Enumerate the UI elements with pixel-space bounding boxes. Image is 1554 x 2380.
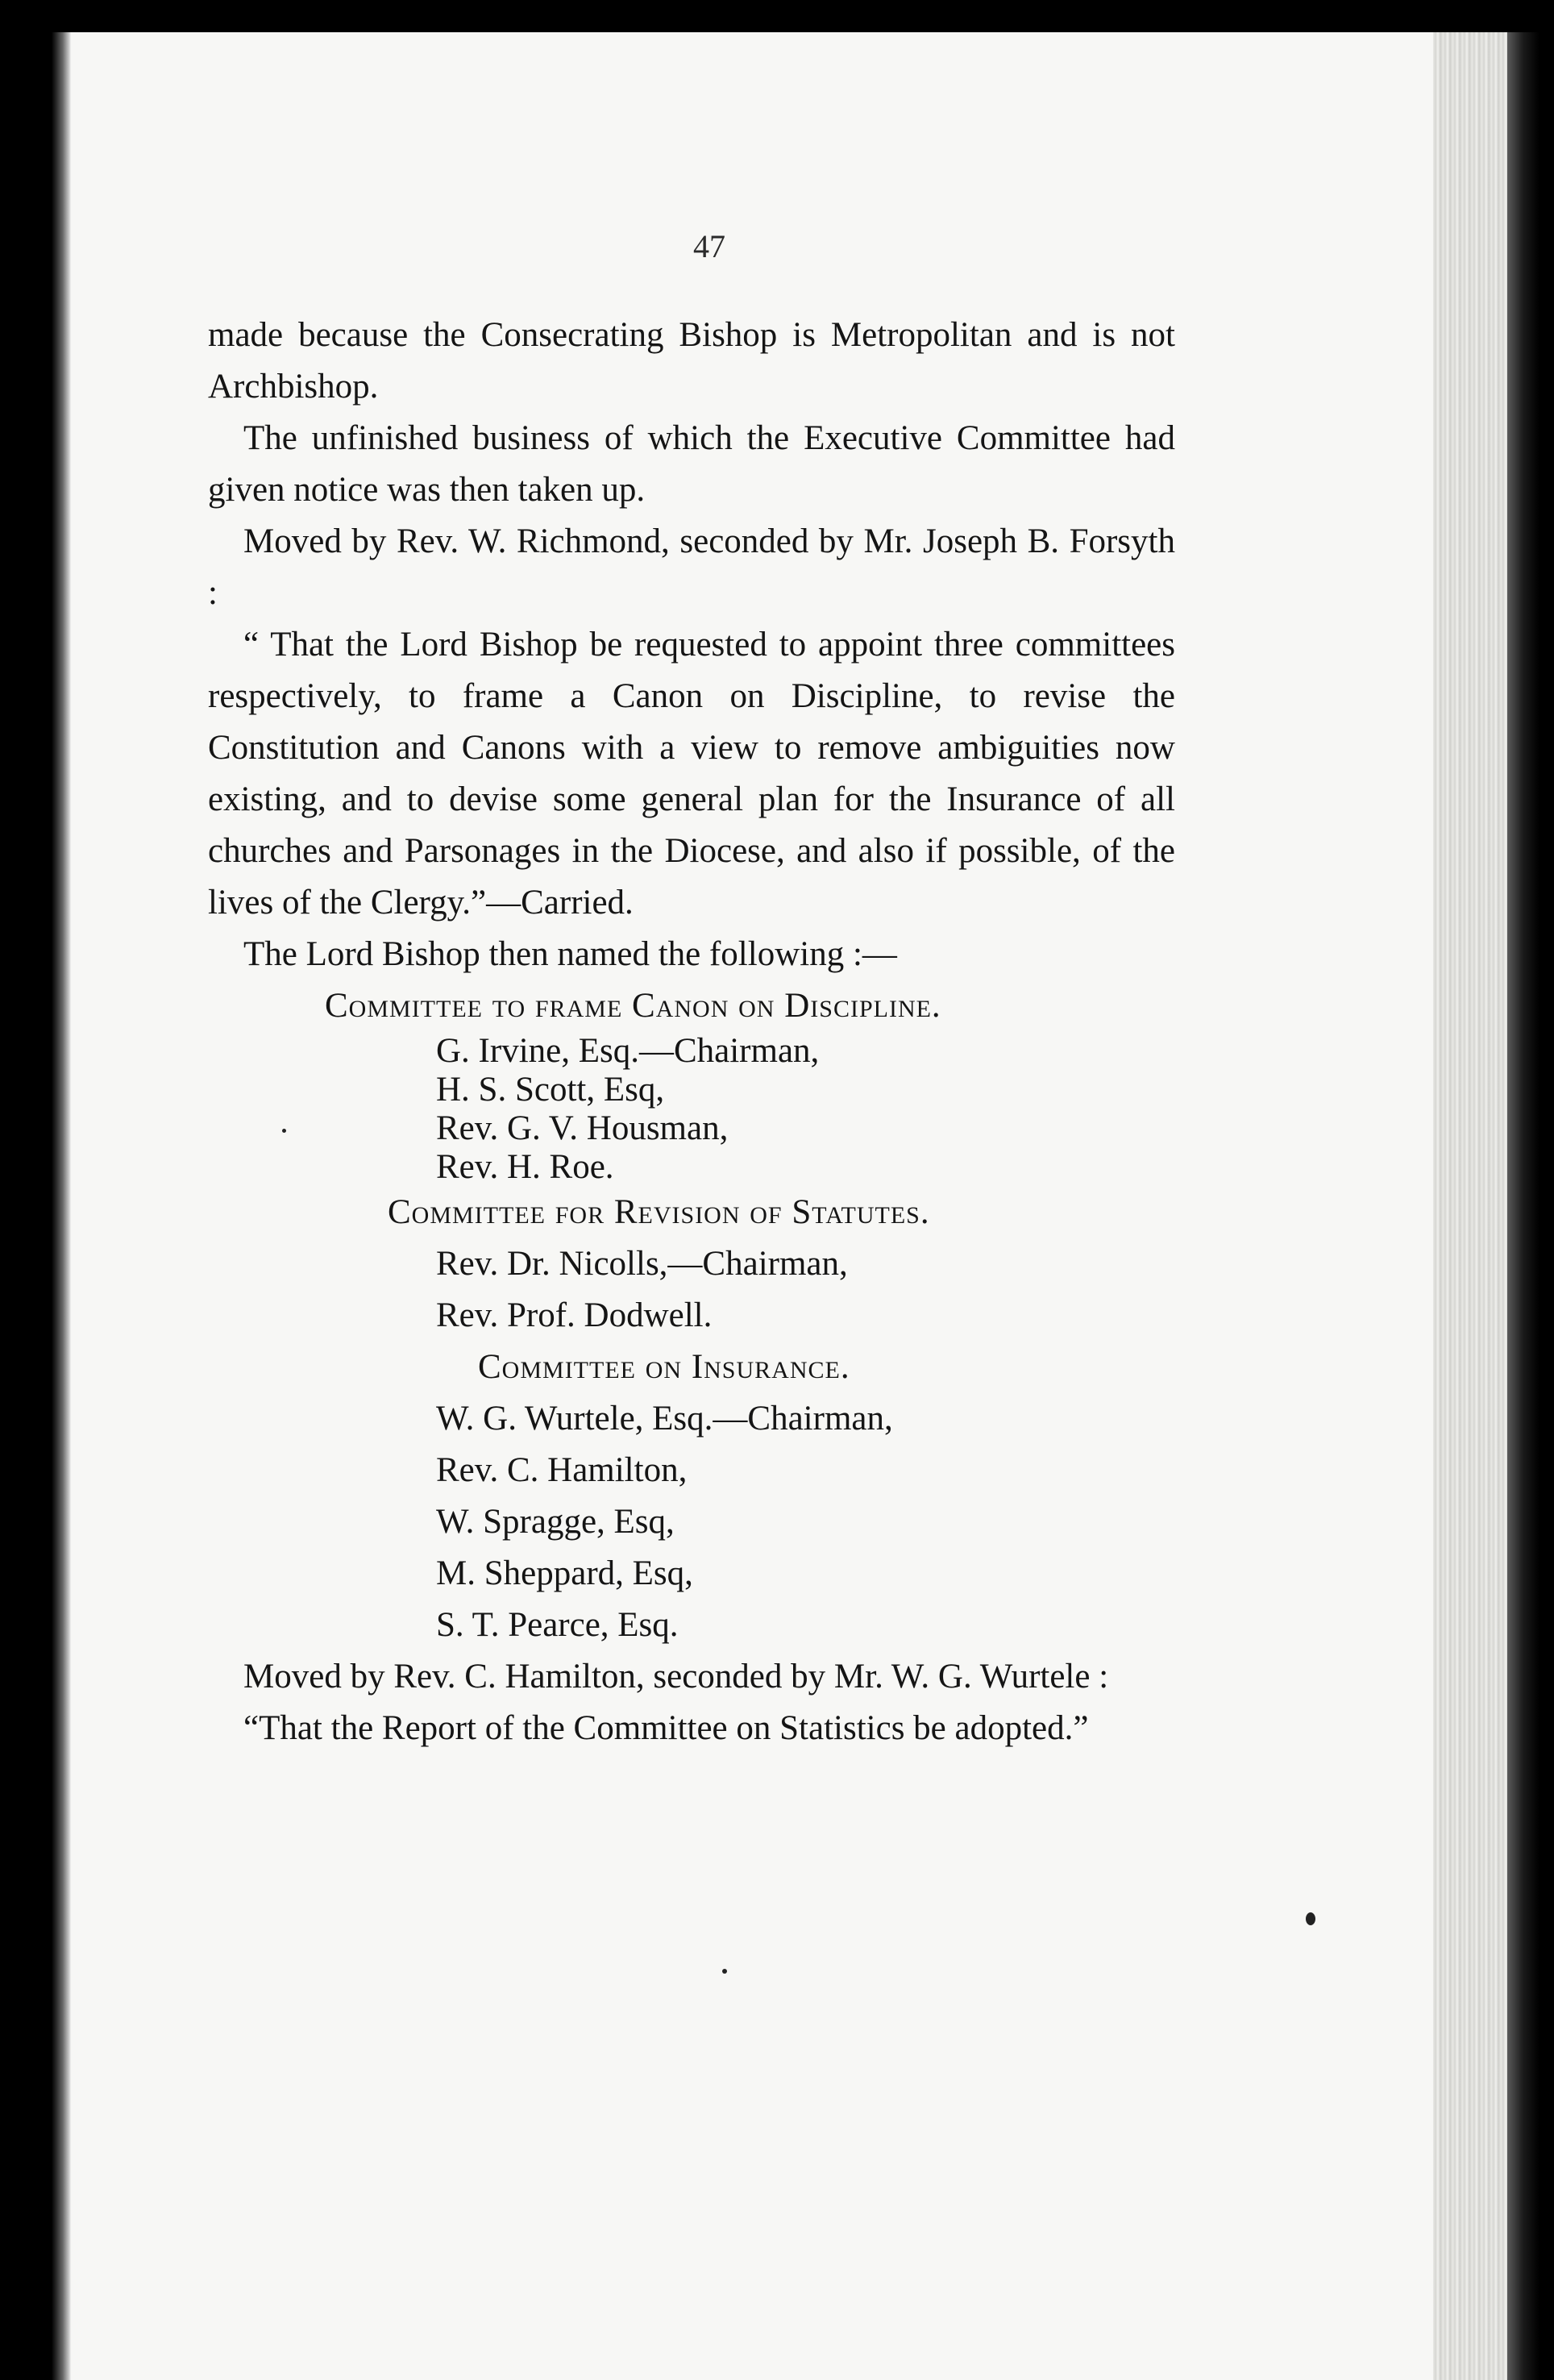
paragraph-motion-hamilton: Moved by Rev. C. Hamilton, seconded by Mr. W. G. Wurtele : bbox=[243, 1658, 1109, 1696]
page-stack-edge bbox=[1433, 32, 1507, 2380]
paragraph-resolution-statistics: “That the Report of the Committee on Statistics be adopted.” bbox=[243, 1709, 1089, 1747]
paragraph-continuation: made because the Consecrating Bishop is Metropolitan and is not Archbishop. bbox=[208, 316, 1175, 406]
committee-member: Rev. Dr. Nicolls,—Chairman, bbox=[436, 1245, 848, 1283]
committee-member: Rev. Prof. Dodwell. bbox=[436, 1296, 713, 1334]
book-binding-shadow bbox=[0, 32, 71, 2380]
committee-members-insurance bbox=[208, 1393, 1175, 1651]
committee-member: Rev. H. Roe. bbox=[436, 1148, 614, 1186]
paragraph-unfinished-business: The unfinished business of which the Executive Committee had given notice was then taken up. bbox=[208, 419, 1175, 509]
committee-member: W. Spragge, Esq, bbox=[436, 1503, 675, 1541]
committee-member: H. S. Scott, Esq, bbox=[436, 1071, 665, 1109]
committee-heading-statutes: Committee for Revision of Statutes. bbox=[388, 1193, 930, 1231]
ink-speck bbox=[722, 1969, 727, 1974]
committee-member: S. T. Pearce, Esq. bbox=[436, 1606, 679, 1644]
scan-right-border bbox=[1507, 32, 1554, 2380]
committee-member: Rev. C. Hamilton, bbox=[436, 1451, 688, 1489]
committee-heading-insurance: Committee on Insurance. bbox=[478, 1348, 850, 1386]
committee-member: G. Irvine, Esq.—Chairman, bbox=[436, 1032, 820, 1070]
paragraph-resolution-committees: “ That the Lord Bishop be requested to appoint three committees respectively, to frame a Canon on Discipline, to revise the Constitution and Canons with a view to remove ambiguities now existing, and to devise some general plan for the Insurance of all churches and Parsonages in the Diocese, and also if possible, of the lives of the Clergy.”—Carried. bbox=[208, 626, 1175, 922]
paragraph-bishop-named: The Lord Bishop then named the following :— bbox=[243, 935, 897, 973]
committee-members-discipline bbox=[208, 1032, 1175, 1187]
committee-heading-discipline: Committee to frame Canon on Discipline. bbox=[325, 987, 941, 1025]
scan-top-border bbox=[0, 0, 1554, 32]
paragraph-motion-richmond: Moved by Rev. W. Richmond, seconded by Mr. Joseph B. Forsyth : bbox=[208, 522, 1175, 612]
page-text bbox=[208, 226, 1175, 1754]
committee-member: M. Sheppard, Esq, bbox=[436, 1554, 693, 1592]
committee-member: W. G. Wurtele, Esq.—Chairman, bbox=[436, 1400, 893, 1438]
committee-members-statutes bbox=[208, 1238, 1175, 1342]
ink-speck bbox=[1306, 1912, 1315, 1925]
page-number: 47 bbox=[693, 228, 725, 264]
committee-member: Rev. G. V. Housman, bbox=[436, 1109, 729, 1147]
